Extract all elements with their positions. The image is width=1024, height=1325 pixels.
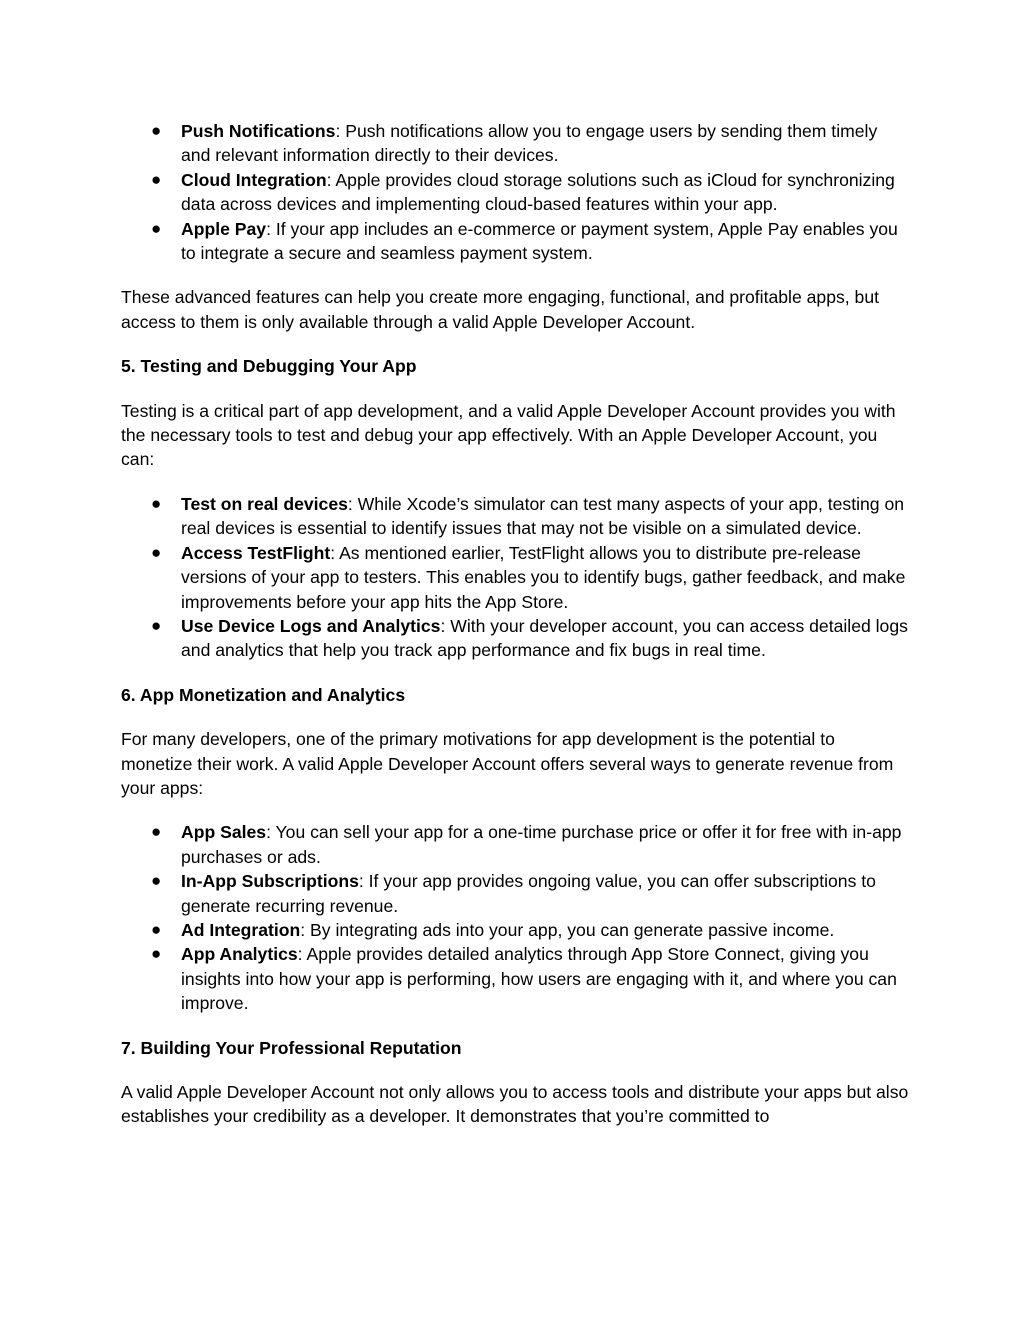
bullet-icon: ● xyxy=(151,169,162,189)
list-item-text: : If your app provides ongoing value, you can offer subscriptions to generate recurring revenue. xyxy=(181,871,876,916)
list-item-term: Push Notifications xyxy=(181,121,336,141)
list-item xyxy=(151,614,911,663)
list-item-text: : Apple provides detailed analytics through App Store Connect, giving you insights into how your app is performing, how users are engaging with it, and where you can improve. xyxy=(181,944,897,1014)
list-item-term: Ad Integration xyxy=(181,919,301,940)
section-heading: 5. Testing and Debugging Your App xyxy=(121,356,417,377)
testing-list xyxy=(121,492,911,663)
paragraph: Testing is a critical part of app development, and a valid Apple Developer Account provides you with the necessary tools to test and debug your app effectively. With an Apple Developer Account, you can: xyxy=(121,400,896,470)
list-item-text: : By integrating ads into your app, you can generate passive income. xyxy=(300,919,835,940)
bullet-icon: ● xyxy=(151,919,162,939)
bullet-icon: ● xyxy=(151,944,162,964)
list-item-text: : As mentioned earlier, TestFlight allows you to distribute pre-release versions of your app to testers. This enables you to identify bugs, gather feedback, and make improvements before your app hits the App Store. xyxy=(181,542,906,612)
bullet-icon: ● xyxy=(151,493,162,513)
section-heading: 7. Building Your Professional Reputation xyxy=(121,1037,462,1058)
list-item xyxy=(151,119,911,168)
bullet-icon: ● xyxy=(151,121,162,140)
list-item-term: App Sales xyxy=(181,822,267,843)
section-heading: 6. App Monetization and Analytics xyxy=(121,684,406,705)
list-item xyxy=(151,869,911,918)
paragraph: For many developers, one of the primary motivations for app development is the potential to monetize their work. A valid Apple Developer Account offers several ways to generate revenue from your apps: xyxy=(121,729,894,798)
list-item-text: : With your developer account, you can access detailed logs and analytics that help you track app performance and fix bugs in real time. xyxy=(181,615,908,661)
list-item-text: : If your app includes an e-commerce or payment system, Apple Pay enables you to integrate a secure and seamless payment system. xyxy=(181,218,898,264)
list-item-term: Apple Pay xyxy=(181,218,267,239)
paragraph: A valid Apple Developer Account not only allows you to access tools and distribute your apps but also establishes your credibility as a developer. It demonstrates that you’re committed to xyxy=(121,1082,909,1127)
list-item-term: Access TestFlight xyxy=(181,542,331,563)
bullet-icon: ● xyxy=(151,871,162,891)
list-item xyxy=(151,820,911,869)
list-item-text: : You can sell your app for a one-time purchase price or offer it for free with in-app purchases or ads. xyxy=(181,822,902,867)
list-item xyxy=(151,918,911,942)
list-item-text: : Push notifications allow you to engage users by sending them timely and relevant information directly to their devices. xyxy=(181,121,878,166)
bullet-icon: ● xyxy=(151,218,162,238)
list-item xyxy=(151,217,911,266)
document-page xyxy=(121,119,911,1129)
list-item-term: Use Device Logs and Analytics xyxy=(181,615,441,636)
bullet-icon: ● xyxy=(151,615,162,635)
bullet-icon: ● xyxy=(151,822,162,842)
list-item xyxy=(151,541,911,614)
list-item xyxy=(151,942,911,1015)
monetization-list xyxy=(121,820,911,1015)
list-item-term: Test on real devices xyxy=(181,493,348,514)
bullet-icon: ● xyxy=(151,542,162,562)
list-item-term: In-App Subscriptions xyxy=(181,871,359,892)
features-list xyxy=(121,119,911,265)
list-item xyxy=(151,168,911,217)
paragraph: These advanced features can help you create more engaging, functional, and profitable apps, but access to them is only available through a valid Apple Developer Account. xyxy=(121,287,880,332)
list-item-text: : Apple provides cloud storage solutions such as iCloud for synchronizing data across devices and implementing cloud-based features within your app. xyxy=(181,169,895,215)
list-item xyxy=(151,492,911,541)
list-item-term: Cloud Integration xyxy=(181,169,327,190)
list-item-text: : While Xcode’s simulator can test many aspects of your app, testing on real devices is essential to identify issues that may not be visible on a simulated device. xyxy=(181,493,905,539)
list-item-term: App Analytics xyxy=(181,944,298,965)
